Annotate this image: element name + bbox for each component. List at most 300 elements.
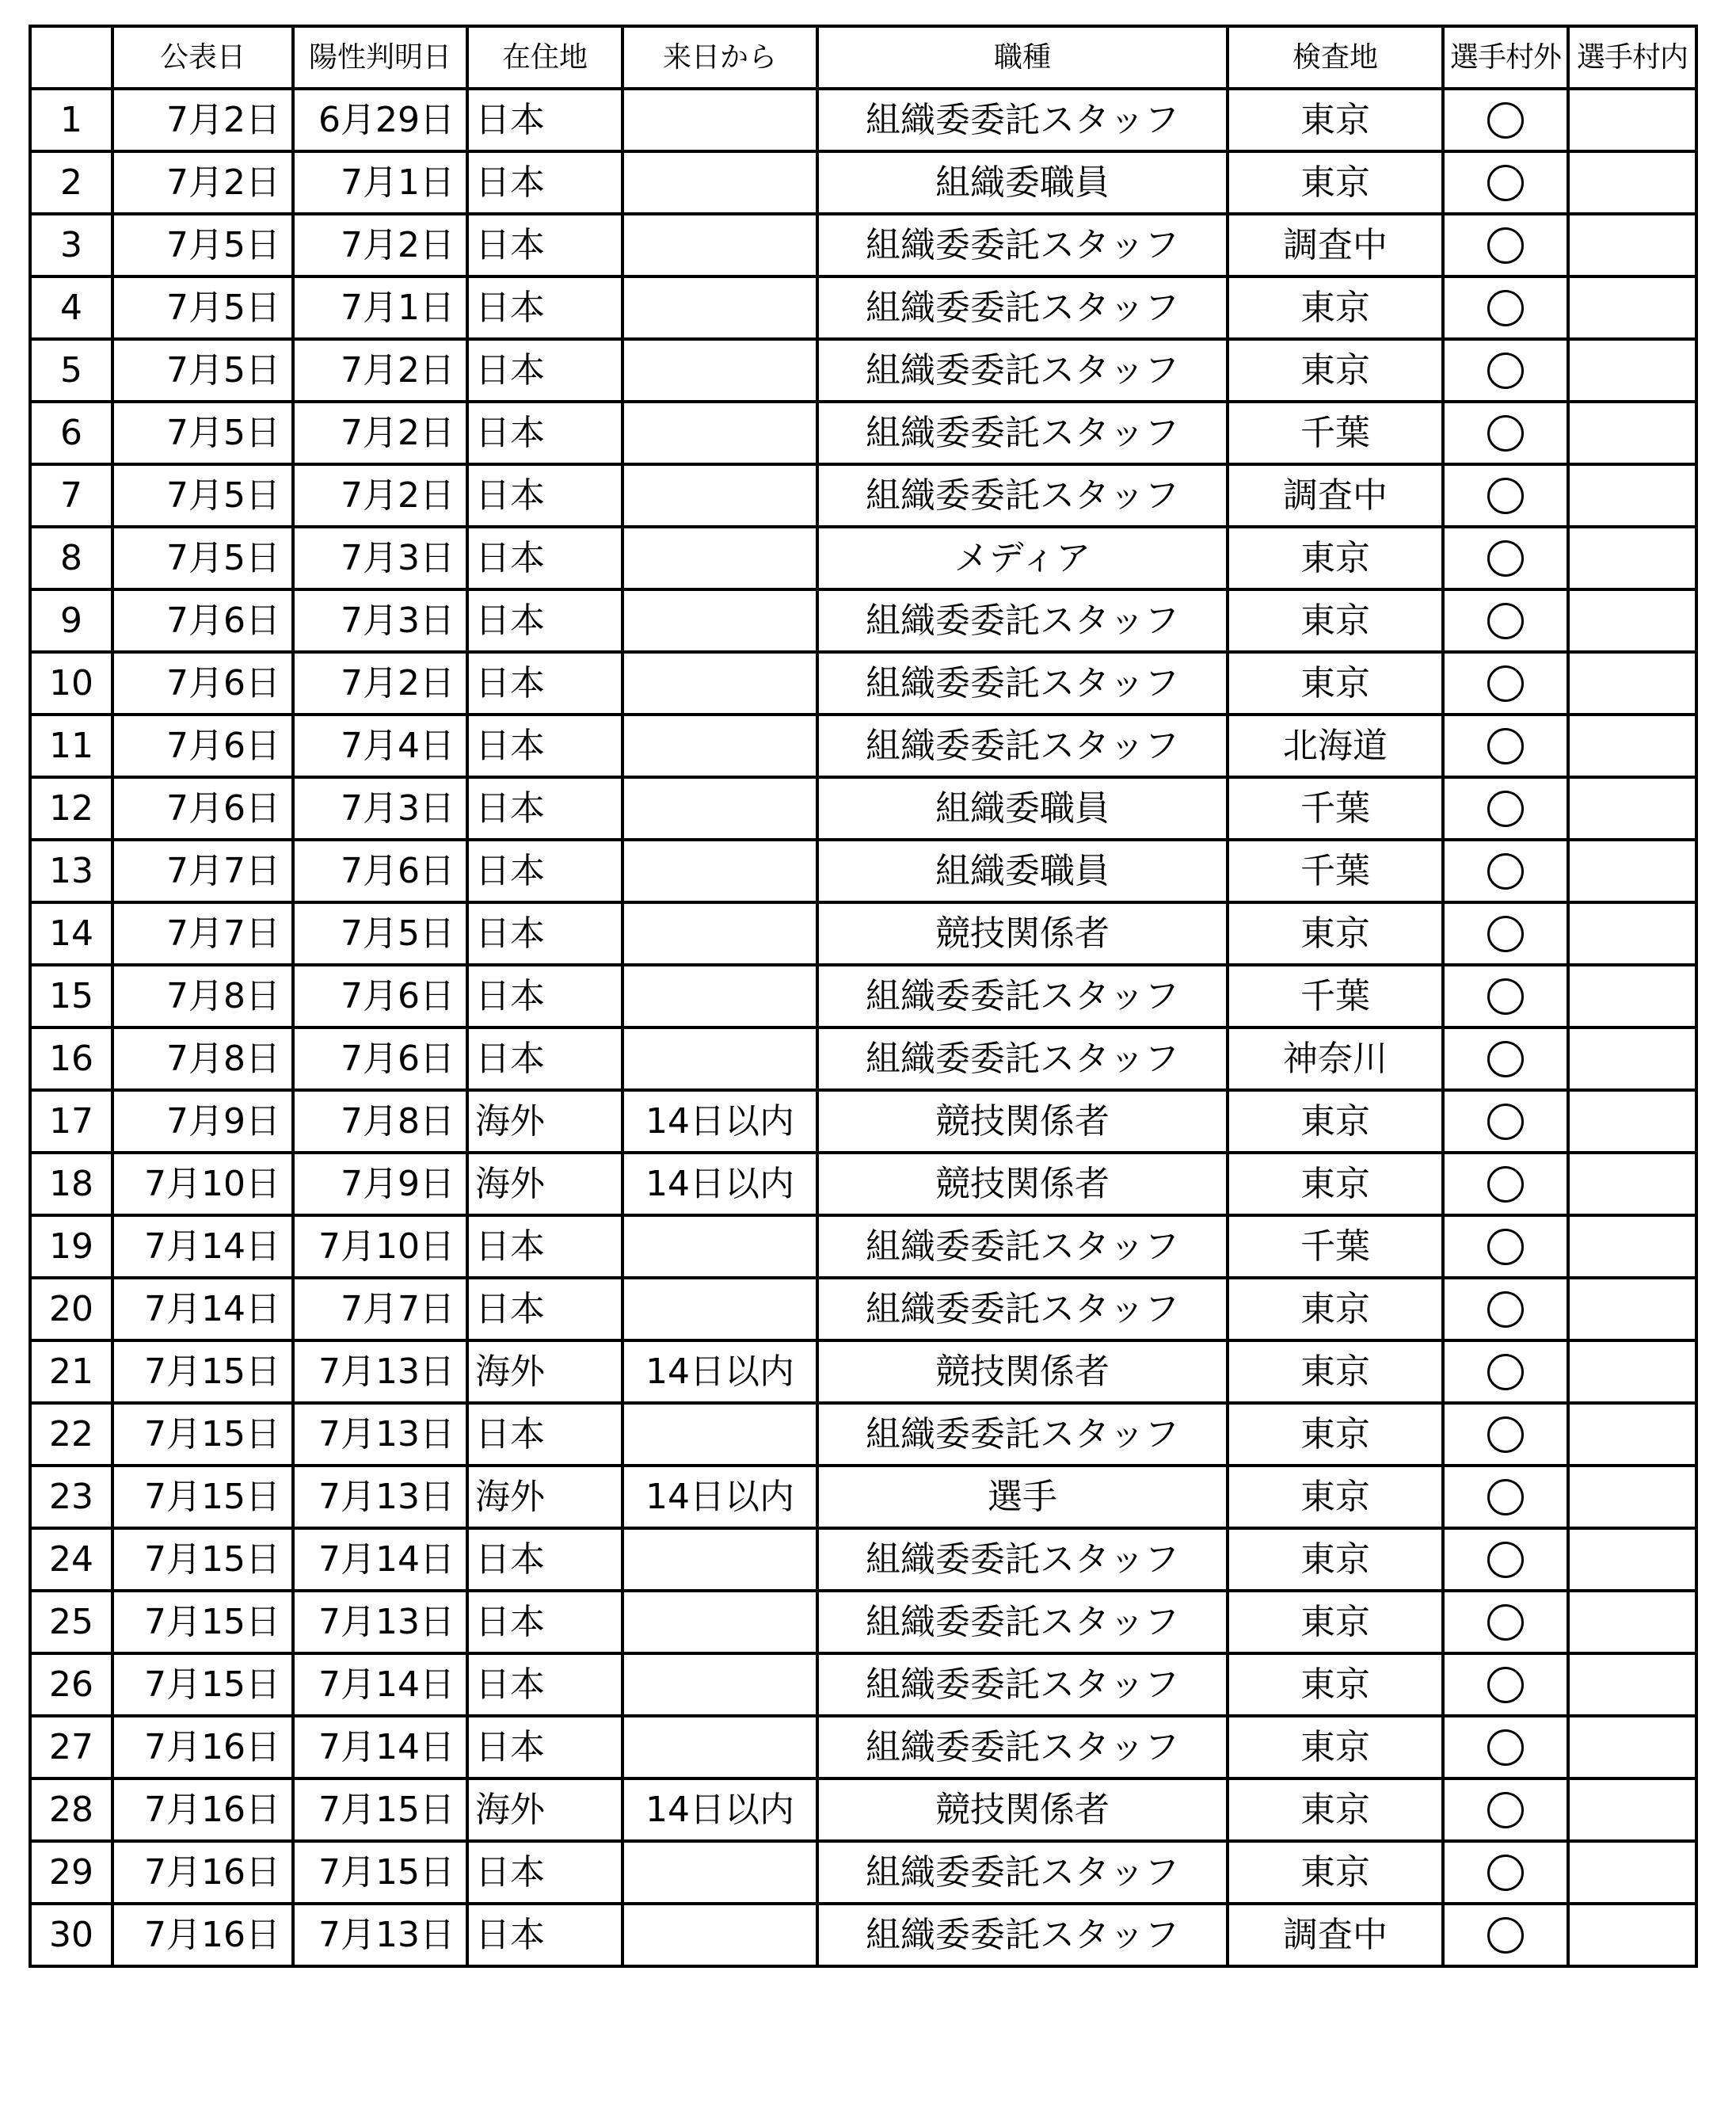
cell-occupation: 組織委委託スタッフ [817, 1653, 1228, 1716]
cell-outside-village [1443, 151, 1568, 214]
cell-test-location: 千葉 [1228, 402, 1443, 464]
cell-announced-date: 7月10日 [112, 1153, 293, 1215]
cell-number: 14 [30, 902, 112, 965]
table-row [30, 1466, 1696, 1528]
cell-outside-village [1443, 1904, 1568, 1966]
table-row [30, 1027, 1696, 1090]
cell-outside-village [1443, 1340, 1568, 1403]
circle-mark-icon [1487, 1291, 1524, 1328]
table-row [30, 1653, 1696, 1716]
cell-outside-village [1443, 1090, 1568, 1153]
cell-occupation: 組織委委託スタッフ [817, 339, 1228, 402]
cell-since-arrival: 14日以内 [622, 1153, 817, 1215]
cell-announced-date: 7月15日 [112, 1528, 293, 1591]
header-row [30, 26, 1696, 89]
cell-positive-date: 7月6日 [293, 1027, 467, 1090]
cell-positive-date: 7月15日 [293, 1778, 467, 1841]
cell-residence: 日本 [467, 902, 622, 965]
cell-occupation: 競技関係者 [817, 1778, 1228, 1841]
table-row [30, 339, 1696, 402]
cell-test-location: 千葉 [1228, 965, 1443, 1027]
cell-test-location: 東京 [1228, 1340, 1443, 1403]
cell-positive-date: 7月14日 [293, 1528, 467, 1591]
cell-test-location: 東京 [1228, 276, 1443, 339]
cell-inside-village [1568, 151, 1696, 214]
cell-occupation: 組織委委託スタッフ [817, 1403, 1228, 1466]
cell-number: 5 [30, 339, 112, 402]
cell-outside-village [1443, 1403, 1568, 1466]
cell-since-arrival [622, 1591, 817, 1653]
table-row [30, 652, 1696, 715]
cell-announced-date: 7月15日 [112, 1653, 293, 1716]
cell-residence: 海外 [467, 1466, 622, 1528]
table-row [30, 777, 1696, 840]
cell-inside-village [1568, 1403, 1696, 1466]
circle-mark-icon [1487, 1667, 1524, 1703]
cell-occupation: 組織委委託スタッフ [817, 464, 1228, 527]
cell-outside-village [1443, 1716, 1568, 1778]
circle-mark-icon [1487, 1166, 1524, 1203]
cell-number: 12 [30, 777, 112, 840]
cell-outside-village [1443, 1278, 1568, 1340]
cell-since-arrival [622, 965, 817, 1027]
cell-occupation: 組織委委託スタッフ [817, 1591, 1228, 1653]
cell-occupation: 組織委職員 [817, 840, 1228, 902]
cell-test-location: 東京 [1228, 527, 1443, 589]
cell-since-arrival [622, 1278, 817, 1340]
cell-announced-date: 7月2日 [112, 89, 293, 151]
circle-mark-icon [1487, 1104, 1524, 1140]
circle-mark-icon [1487, 1792, 1524, 1828]
cell-outside-village [1443, 89, 1568, 151]
cell-inside-village [1568, 464, 1696, 527]
cell-residence: 日本 [467, 1215, 622, 1278]
circle-mark-icon [1487, 1542, 1524, 1578]
cell-inside-village [1568, 339, 1696, 402]
cell-since-arrival [622, 402, 817, 464]
table-row [30, 1153, 1696, 1215]
table-row [30, 89, 1696, 151]
cell-inside-village [1568, 1841, 1696, 1904]
cell-inside-village [1568, 1778, 1696, 1841]
cell-occupation: 組織委委託スタッフ [817, 214, 1228, 276]
cell-number: 6 [30, 402, 112, 464]
cell-positive-date: 7月13日 [293, 1591, 467, 1653]
cell-outside-village [1443, 527, 1568, 589]
circle-mark-icon [1487, 165, 1524, 201]
cell-occupation: 組織委委託スタッフ [817, 276, 1228, 339]
cell-number: 1 [30, 89, 112, 151]
cell-number: 17 [30, 1090, 112, 1153]
cell-number: 2 [30, 151, 112, 214]
cell-number: 24 [30, 1528, 112, 1591]
circle-mark-icon [1487, 353, 1524, 389]
cell-occupation: 競技関係者 [817, 1153, 1228, 1215]
circle-mark-icon [1487, 1855, 1524, 1891]
cell-positive-date: 7月13日 [293, 1403, 467, 1466]
cell-since-arrival [622, 1716, 817, 1778]
circle-mark-icon [1487, 227, 1524, 264]
table-row [30, 1841, 1696, 1904]
cell-number: 22 [30, 1403, 112, 1466]
circle-mark-icon [1487, 540, 1524, 577]
cell-number: 26 [30, 1653, 112, 1716]
cell-residence: 海外 [467, 1153, 622, 1215]
cell-occupation: 組織委委託スタッフ [817, 1278, 1228, 1340]
table-row [30, 527, 1696, 589]
cell-residence: 日本 [467, 1278, 622, 1340]
cell-number: 4 [30, 276, 112, 339]
table-row [30, 840, 1696, 902]
cell-test-location: 東京 [1228, 1153, 1443, 1215]
cell-occupation: 組織委委託スタッフ [817, 1215, 1228, 1278]
cell-inside-village [1568, 1215, 1696, 1278]
cell-outside-village [1443, 214, 1568, 276]
cell-number: 20 [30, 1278, 112, 1340]
cell-occupation: 選手 [817, 1466, 1228, 1528]
cell-announced-date: 7月8日 [112, 1027, 293, 1090]
cell-announced-date: 7月15日 [112, 1340, 293, 1403]
cell-inside-village [1568, 965, 1696, 1027]
cell-occupation: 競技関係者 [817, 1090, 1228, 1153]
cell-residence: 日本 [467, 777, 622, 840]
cell-positive-date: 7月13日 [293, 1466, 467, 1528]
cell-residence: 日本 [467, 1653, 622, 1716]
cell-test-location: 東京 [1228, 1591, 1443, 1653]
table-row [30, 1778, 1696, 1841]
cell-test-location: 東京 [1228, 1716, 1443, 1778]
cell-outside-village [1443, 1653, 1568, 1716]
cell-announced-date: 7月15日 [112, 1591, 293, 1653]
cell-positive-date: 7月15日 [293, 1841, 467, 1904]
cell-outside-village [1443, 1466, 1568, 1528]
cell-since-arrival: 14日以内 [622, 1340, 817, 1403]
cell-occupation: 組織委委託スタッフ [817, 402, 1228, 464]
table-row [30, 965, 1696, 1027]
cell-residence: 日本 [467, 527, 622, 589]
table-row [30, 214, 1696, 276]
cell-positive-date: 7月13日 [293, 1340, 467, 1403]
cell-residence: 日本 [467, 1904, 622, 1966]
table-row [30, 902, 1696, 965]
cell-positive-date: 7月6日 [293, 840, 467, 902]
cell-number: 8 [30, 527, 112, 589]
cell-inside-village [1568, 589, 1696, 652]
cell-since-arrival [622, 589, 817, 652]
cell-number: 16 [30, 1027, 112, 1090]
cell-positive-date: 7月9日 [293, 1153, 467, 1215]
cell-outside-village [1443, 777, 1568, 840]
cell-announced-date: 7月8日 [112, 965, 293, 1027]
cell-announced-date: 7月5日 [112, 214, 293, 276]
cell-announced-date: 7月5日 [112, 527, 293, 589]
header-num [30, 26, 112, 89]
cell-outside-village [1443, 1778, 1568, 1841]
table-row [30, 151, 1696, 214]
cell-inside-village [1568, 1340, 1696, 1403]
cell-residence: 海外 [467, 1340, 622, 1403]
cell-occupation: 組織委委託スタッフ [817, 965, 1228, 1027]
cell-since-arrival [622, 1027, 817, 1090]
cell-residence: 日本 [467, 1716, 622, 1778]
cell-inside-village [1568, 1528, 1696, 1591]
cell-since-arrival [622, 715, 817, 777]
cell-number: 25 [30, 1591, 112, 1653]
cell-outside-village [1443, 402, 1568, 464]
cell-test-location: 東京 [1228, 151, 1443, 214]
table-row [30, 1278, 1696, 1340]
cell-test-location: 調査中 [1228, 214, 1443, 276]
cell-number: 10 [30, 652, 112, 715]
cell-announced-date: 7月16日 [112, 1778, 293, 1841]
cell-announced-date: 7月7日 [112, 840, 293, 902]
cell-since-arrival: 14日以内 [622, 1778, 817, 1841]
cell-number: 21 [30, 1340, 112, 1403]
cell-since-arrival [622, 89, 817, 151]
cell-positive-date: 7月5日 [293, 902, 467, 965]
cell-residence: 海外 [467, 1778, 622, 1841]
table-row [30, 1215, 1696, 1278]
cell-inside-village [1568, 89, 1696, 151]
cell-inside-village [1568, 1153, 1696, 1215]
cell-since-arrival [622, 840, 817, 902]
cell-test-location: 東京 [1228, 1090, 1443, 1153]
circle-mark-icon [1487, 1041, 1524, 1077]
cell-number: 27 [30, 1716, 112, 1778]
cell-test-location: 神奈川 [1228, 1027, 1443, 1090]
cell-number: 11 [30, 715, 112, 777]
cell-positive-date: 7月6日 [293, 965, 467, 1027]
header-test-location: 検査地 [1228, 26, 1443, 89]
cell-positive-date: 7月3日 [293, 589, 467, 652]
cell-inside-village [1568, 1716, 1696, 1778]
cell-number: 9 [30, 589, 112, 652]
circle-mark-icon [1487, 290, 1524, 326]
cell-residence: 日本 [467, 1591, 622, 1653]
cell-occupation: 組織委委託スタッフ [817, 652, 1228, 715]
circle-mark-icon [1487, 1479, 1524, 1515]
cell-residence: 日本 [467, 464, 622, 527]
cell-positive-date: 7月2日 [293, 464, 467, 527]
cell-residence: 日本 [467, 1528, 622, 1591]
cell-test-location: 千葉 [1228, 777, 1443, 840]
cell-occupation: 組織委委託スタッフ [817, 1027, 1228, 1090]
cell-announced-date: 7月15日 [112, 1466, 293, 1528]
cell-inside-village [1568, 402, 1696, 464]
circle-mark-icon [1487, 1917, 1524, 1954]
cell-occupation: 競技関係者 [817, 1340, 1228, 1403]
circle-mark-icon [1487, 853, 1524, 890]
table-row [30, 464, 1696, 527]
circle-mark-icon [1487, 102, 1524, 139]
cell-announced-date: 7月7日 [112, 902, 293, 965]
cell-inside-village [1568, 1278, 1696, 1340]
cell-occupation: 組織委委託スタッフ [817, 1716, 1228, 1778]
circle-mark-icon [1487, 728, 1524, 764]
cell-since-arrival [622, 214, 817, 276]
cell-announced-date: 7月14日 [112, 1215, 293, 1278]
table-row [30, 1904, 1696, 1966]
circle-mark-icon [1487, 1729, 1524, 1766]
cell-test-location: 東京 [1228, 1653, 1443, 1716]
cell-announced-date: 7月6日 [112, 652, 293, 715]
cell-occupation: 競技関係者 [817, 902, 1228, 965]
cell-since-arrival [622, 777, 817, 840]
cell-residence: 日本 [467, 89, 622, 151]
table-row [30, 715, 1696, 777]
cell-occupation: 組織委委託スタッフ [817, 89, 1228, 151]
cell-residence: 海外 [467, 1090, 622, 1153]
cell-positive-date: 7月10日 [293, 1215, 467, 1278]
table-row [30, 1340, 1696, 1403]
cell-since-arrival [622, 1841, 817, 1904]
cell-announced-date: 7月5日 [112, 276, 293, 339]
cell-residence: 日本 [467, 276, 622, 339]
cell-since-arrival [622, 276, 817, 339]
cell-inside-village [1568, 1904, 1696, 1966]
cell-test-location: 東京 [1228, 1841, 1443, 1904]
cell-announced-date: 7月15日 [112, 1403, 293, 1466]
circle-mark-icon [1487, 1604, 1524, 1641]
circle-mark-icon [1487, 603, 1524, 639]
cell-inside-village [1568, 840, 1696, 902]
cell-announced-date: 7月16日 [112, 1904, 293, 1966]
cell-announced-date: 7月16日 [112, 1841, 293, 1904]
header-outside-village: 選手村外 [1443, 26, 1568, 89]
table-row [30, 1716, 1696, 1778]
cell-number: 18 [30, 1153, 112, 1215]
circle-mark-icon [1487, 665, 1524, 702]
cell-residence: 日本 [467, 1403, 622, 1466]
cell-test-location: 東京 [1228, 339, 1443, 402]
cell-announced-date: 7月6日 [112, 777, 293, 840]
table-row [30, 1403, 1696, 1466]
cell-since-arrival [622, 902, 817, 965]
cell-outside-village [1443, 965, 1568, 1027]
cell-announced-date: 7月5日 [112, 464, 293, 527]
cell-outside-village [1443, 1153, 1568, 1215]
cell-test-location: 千葉 [1228, 840, 1443, 902]
cell-inside-village [1568, 527, 1696, 589]
cell-announced-date: 7月14日 [112, 1278, 293, 1340]
cell-outside-village [1443, 276, 1568, 339]
cell-inside-village [1568, 1090, 1696, 1153]
cell-since-arrival [622, 151, 817, 214]
cell-positive-date: 7月14日 [293, 1716, 467, 1778]
cell-residence: 日本 [467, 589, 622, 652]
cell-positive-date: 7月2日 [293, 402, 467, 464]
cell-positive-date: 7月2日 [293, 214, 467, 276]
cell-announced-date: 7月5日 [112, 339, 293, 402]
cell-number: 30 [30, 1904, 112, 1966]
cell-outside-village [1443, 1027, 1568, 1090]
circle-mark-icon [1487, 978, 1524, 1015]
cell-residence: 日本 [467, 402, 622, 464]
cell-announced-date: 7月2日 [112, 151, 293, 214]
cell-outside-village [1443, 652, 1568, 715]
cell-outside-village [1443, 589, 1568, 652]
table-row [30, 402, 1696, 464]
header-positive: 陽性判明日 [293, 26, 467, 89]
cell-number: 13 [30, 840, 112, 902]
circle-mark-icon [1487, 1354, 1524, 1390]
cell-since-arrival: 14日以内 [622, 1466, 817, 1528]
cell-positive-date: 7月7日 [293, 1278, 467, 1340]
cell-outside-village [1443, 902, 1568, 965]
header-occupation: 職種 [817, 26, 1228, 89]
cell-positive-date: 7月8日 [293, 1090, 467, 1153]
cell-residence: 日本 [467, 339, 622, 402]
cell-residence: 日本 [467, 840, 622, 902]
cell-since-arrival [622, 1653, 817, 1716]
cell-announced-date: 7月9日 [112, 1090, 293, 1153]
cell-test-location: 東京 [1228, 89, 1443, 151]
cell-inside-village [1568, 777, 1696, 840]
cell-occupation: 組織委職員 [817, 777, 1228, 840]
cell-occupation: 組織委職員 [817, 151, 1228, 214]
cell-since-arrival [622, 1904, 817, 1966]
cell-since-arrival [622, 652, 817, 715]
cell-announced-date: 7月6日 [112, 589, 293, 652]
cell-inside-village [1568, 276, 1696, 339]
cell-since-arrival [622, 464, 817, 527]
cell-positive-date: 7月3日 [293, 527, 467, 589]
cell-test-location: 東京 [1228, 1778, 1443, 1841]
cell-test-location: 調査中 [1228, 464, 1443, 527]
cell-residence: 日本 [467, 715, 622, 777]
cell-since-arrival [622, 1528, 817, 1591]
cell-positive-date: 7月1日 [293, 151, 467, 214]
cell-announced-date: 7月5日 [112, 402, 293, 464]
cell-number: 19 [30, 1215, 112, 1278]
cell-test-location: 東京 [1228, 652, 1443, 715]
cell-number: 15 [30, 965, 112, 1027]
table-row [30, 276, 1696, 339]
circle-mark-icon [1487, 415, 1524, 452]
cell-residence: 日本 [467, 1841, 622, 1904]
cell-positive-date: 7月4日 [293, 715, 467, 777]
cell-outside-village [1443, 339, 1568, 402]
cell-positive-date: 7月2日 [293, 652, 467, 715]
table-row [30, 1090, 1696, 1153]
cell-inside-village [1568, 1027, 1696, 1090]
cell-number: 23 [30, 1466, 112, 1528]
cell-occupation: 組織委委託スタッフ [817, 1904, 1228, 1966]
cell-outside-village [1443, 1841, 1568, 1904]
cell-inside-village [1568, 1466, 1696, 1528]
cell-inside-village [1568, 652, 1696, 715]
cell-announced-date: 7月16日 [112, 1716, 293, 1778]
cell-test-location: 東京 [1228, 1278, 1443, 1340]
cell-number: 28 [30, 1778, 112, 1841]
circle-mark-icon [1487, 1416, 1524, 1453]
cell-occupation: 組織委委託スタッフ [817, 589, 1228, 652]
cell-outside-village [1443, 840, 1568, 902]
cell-outside-village [1443, 1215, 1568, 1278]
cell-positive-date: 7月14日 [293, 1653, 467, 1716]
cell-residence: 日本 [467, 151, 622, 214]
circle-mark-icon [1487, 916, 1524, 952]
cell-positive-date: 7月1日 [293, 276, 467, 339]
cell-residence: 日本 [467, 652, 622, 715]
cell-inside-village [1568, 1653, 1696, 1716]
cell-inside-village [1568, 715, 1696, 777]
cell-test-location: 北海道 [1228, 715, 1443, 777]
cell-positive-date: 6月29日 [293, 89, 467, 151]
cell-occupation: 組織委委託スタッフ [817, 1841, 1228, 1904]
cell-test-location: 東京 [1228, 1528, 1443, 1591]
cell-positive-date: 7月2日 [293, 339, 467, 402]
